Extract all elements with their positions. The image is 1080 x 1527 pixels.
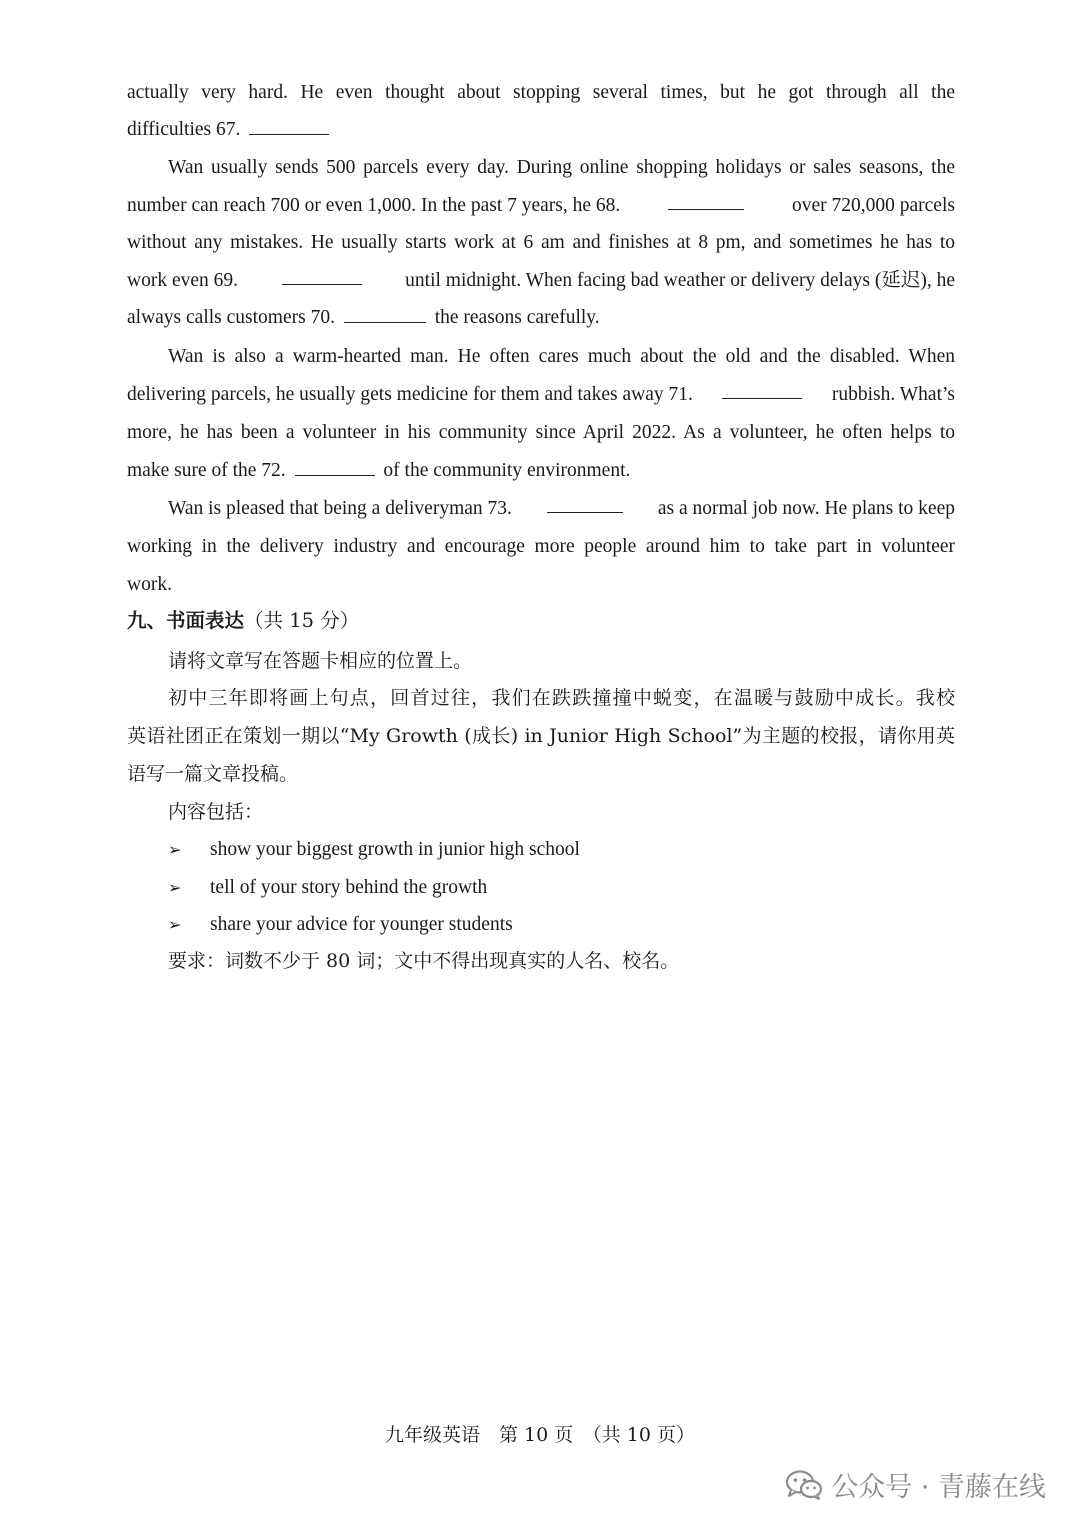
bullet-item xyxy=(168,837,580,863)
bullet-text: tell of your story behind the growth xyxy=(210,877,488,898)
passage-text: over 720,000 parcels xyxy=(791,195,955,216)
passage-text: work even 69. xyxy=(127,270,239,291)
passage-text: Wan is pleased that being a deliveryman 73. xyxy=(168,498,512,519)
passage-text: as a normal job now. He plans to keep xyxy=(657,498,955,519)
section-score: （共 15 分） xyxy=(244,609,360,632)
writing-requirements: 要求：词数不少于 80 词；文中不得出现真实的人名、校名。 xyxy=(168,950,680,972)
passage-line: more, he has been a volunteer in his community since April 2022. As a volunteer, he often helps to xyxy=(127,422,955,443)
watermark xyxy=(785,1465,1046,1504)
passage-line xyxy=(127,117,955,143)
bullet-text: show your biggest growth in junior high school xyxy=(210,839,580,860)
writing-context-line: 初中三年即将画上句点，回首过往，我们在跌跌撞撞中蜕变，在温暖与鼓励中成长。我校 xyxy=(168,687,955,709)
passage-text: rubbish. What’s xyxy=(831,384,955,405)
wechat-icon xyxy=(785,1470,823,1500)
passage-line xyxy=(127,305,955,331)
passage-text: of the community environment. xyxy=(383,460,631,481)
passage-line xyxy=(127,458,955,484)
arrow-bullet-icon: ➢ xyxy=(168,915,182,934)
arrow-bullet-icon: ➢ xyxy=(168,878,182,897)
passage-line: without any mistakes. He usually starts work at 6 am and finishes at 8 pm, and sometimes he has to xyxy=(127,232,955,253)
passage-line xyxy=(127,382,955,408)
answer-blank-73 xyxy=(547,496,623,513)
page-footer: 九年级英语 第 10 页 （共 10 页） xyxy=(384,1424,695,1446)
bullet-text: share your advice for younger students xyxy=(210,914,513,935)
answer-blank-71 xyxy=(722,382,802,399)
passage-line: Wan usually sends 500 parcels every day. During online shopping holidays or sales seasons, the xyxy=(168,157,955,178)
passage-text: the reasons carefully. xyxy=(434,307,600,328)
section-title: 九、书面表达 xyxy=(127,609,245,632)
passage-text: until midnight. When facing bad weather or delivery delays (延迟), he xyxy=(405,270,955,291)
passage-text: always calls customers 70. xyxy=(127,307,335,328)
passage-line: Wan is also a warm-hearted man. He often cares much about the old and the disabled. When xyxy=(168,346,955,367)
passage-text: delivering parcels, he usually gets medicine for them and takes away 71. xyxy=(127,384,693,405)
writing-instruction: 请将文章写在答题卡相应的位置上。 xyxy=(168,650,473,672)
watermark-text: 公众号 · 青藤在线 xyxy=(831,1472,1046,1503)
passage-line: actually very hard. He even thought about stopping several times, but he got through all the xyxy=(127,82,955,103)
passage-text: make sure of the 72. xyxy=(127,460,286,481)
passage-text: number can reach 700 or even 1,000. In the past 7 years, he 68. xyxy=(127,195,621,216)
bullet-item xyxy=(168,875,487,901)
answer-blank-69 xyxy=(282,268,362,285)
answer-blank-70 xyxy=(344,306,426,323)
passage-line xyxy=(127,193,955,219)
passage-line: working in the delivery industry and encourage more people around him to take part in volunteer xyxy=(127,536,955,557)
answer-blank-67 xyxy=(249,118,329,135)
writing-context-line: 英语社团正在策划一期以“My Growth (成长) in Junior High School”为主题的校报，请你用英 xyxy=(127,725,955,747)
passage-line: work. xyxy=(127,574,172,595)
passage-line xyxy=(127,268,955,294)
bullet-item xyxy=(168,912,513,938)
section-heading xyxy=(127,608,359,634)
content-label: 内容包括： xyxy=(168,801,264,823)
writing-context-line: 语写一篇文章投稿。 xyxy=(127,763,299,785)
answer-blank-72 xyxy=(295,459,375,476)
passage-line xyxy=(168,496,955,522)
answer-blank-68 xyxy=(668,193,744,210)
passage-text: difficulties 67. xyxy=(127,119,241,140)
arrow-bullet-icon: ➢ xyxy=(168,840,182,859)
